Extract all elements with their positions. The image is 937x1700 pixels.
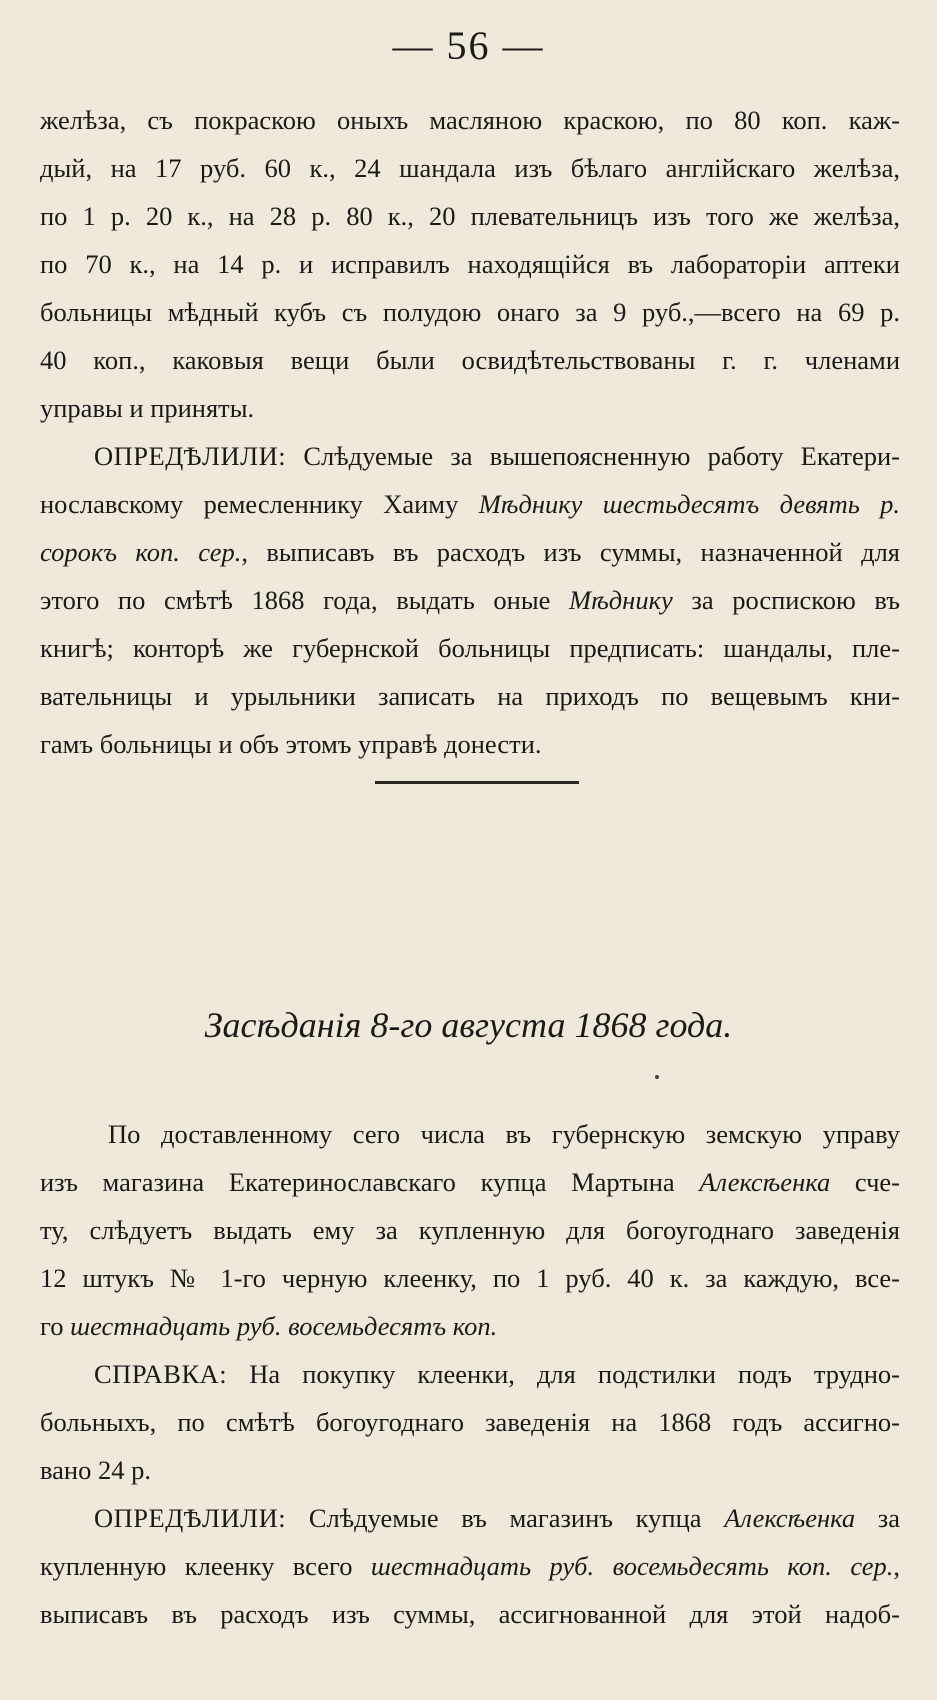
section-divider: [375, 781, 579, 784]
text-line: гамъ больницы и объ этомъ управѣ донести.: [40, 729, 542, 759]
text-line: ту, слѣдуетъ выдать ему за купленную для богоугоднаго заведенія: [40, 1215, 900, 1245]
print-mark: [655, 1075, 659, 1079]
page-number: — 56 —: [392, 23, 545, 68]
text-line: больницы мѣдный кубъ съ полудою онаго за 9 руб.,—всего на 69 р.: [40, 297, 900, 327]
section-1: [40, 96, 900, 768]
text-line: 40 коп., каковыя вещи были освидѣтельствованы г. г. членами: [40, 345, 900, 375]
text-line: дый, на 17 руб. 60 к., 24 шандала изъ бѣлаго англійскаго желѣза,: [40, 153, 900, 183]
resolution-label: ОПРЕДѢЛИЛИ:: [94, 1503, 287, 1533]
resolution-label: ОПРЕДѢЛИЛИ:: [94, 441, 287, 471]
text-line: книгѣ; конторѣ же губернской больницы предписать: шандалы, пле-: [40, 633, 900, 663]
text-line: по 70 к., на 14 р. и исправилъ находящійся въ лабораторіи аптеки: [40, 249, 900, 279]
text-line: сорокъ коп. сер., выписавъ въ расходъ изъ суммы, назначенной для: [40, 537, 900, 567]
text-line: По доставленному сего числа въ губернскую земскую управу: [108, 1119, 900, 1149]
resolution-paragraph: ОПРЕДѢЛИЛИ: Слѣдуемые въ магазинъ купца Алексѣенка за: [94, 1503, 900, 1533]
reference-paragraph: СПРАВКА: На покупку клеенки, для подстилки подъ трудно-: [94, 1359, 900, 1389]
text-line: желѣза, съ покраскою оныхъ масляною краскою, по 80 коп. каж-: [40, 105, 900, 135]
text-line: вано 24 р.: [40, 1455, 151, 1485]
text-line: купленную клеенку всего шестнадцать руб. восемьдесять коп. сер.,: [40, 1551, 900, 1581]
text-line: изъ магазина Екатеринославскаго купца Мартына Алексѣенка сче-: [40, 1167, 900, 1197]
text-line: управы и приняты.: [40, 393, 255, 423]
text-line: выписавъ въ расходъ изъ суммы, ассигнованной для этой надоб-: [40, 1599, 900, 1629]
resolution-paragraph: ОПРЕДѢЛИЛИ: Слѣдуемые за вышепоясненную работу Екатери-: [94, 441, 900, 471]
text-line: по 1 р. 20 к., на 28 р. 80 к., 20 плевательницъ изъ того же желѣза,: [40, 201, 900, 231]
text-line: 12 штукъ № 1-го черную клеенку, по 1 руб. 40 к. за каждую, все-: [40, 1263, 900, 1293]
text-line: этого по смѣтѣ 1868 года, выдать оные Мѣднику за роспискою въ: [40, 585, 900, 615]
text-line: го шестнадцать руб. восемьдесятъ коп.: [40, 1311, 498, 1341]
text-line: нославскому ремесленнику Хаиму Мѣднику шестьдесятъ девять р.: [40, 489, 900, 519]
meeting-heading: Засѣданія 8-го августа 1868 года.: [204, 1005, 733, 1045]
reference-label: СПРАВКА:: [94, 1359, 228, 1389]
section-2: [40, 1110, 900, 1638]
text-line: вательницы и урыльники записать на приходъ по вещевымъ кни-: [40, 681, 900, 711]
text-line: больныхъ, по смѣтѣ богоугоднаго заведенія на 1868 годъ ассигно-: [40, 1407, 900, 1437]
